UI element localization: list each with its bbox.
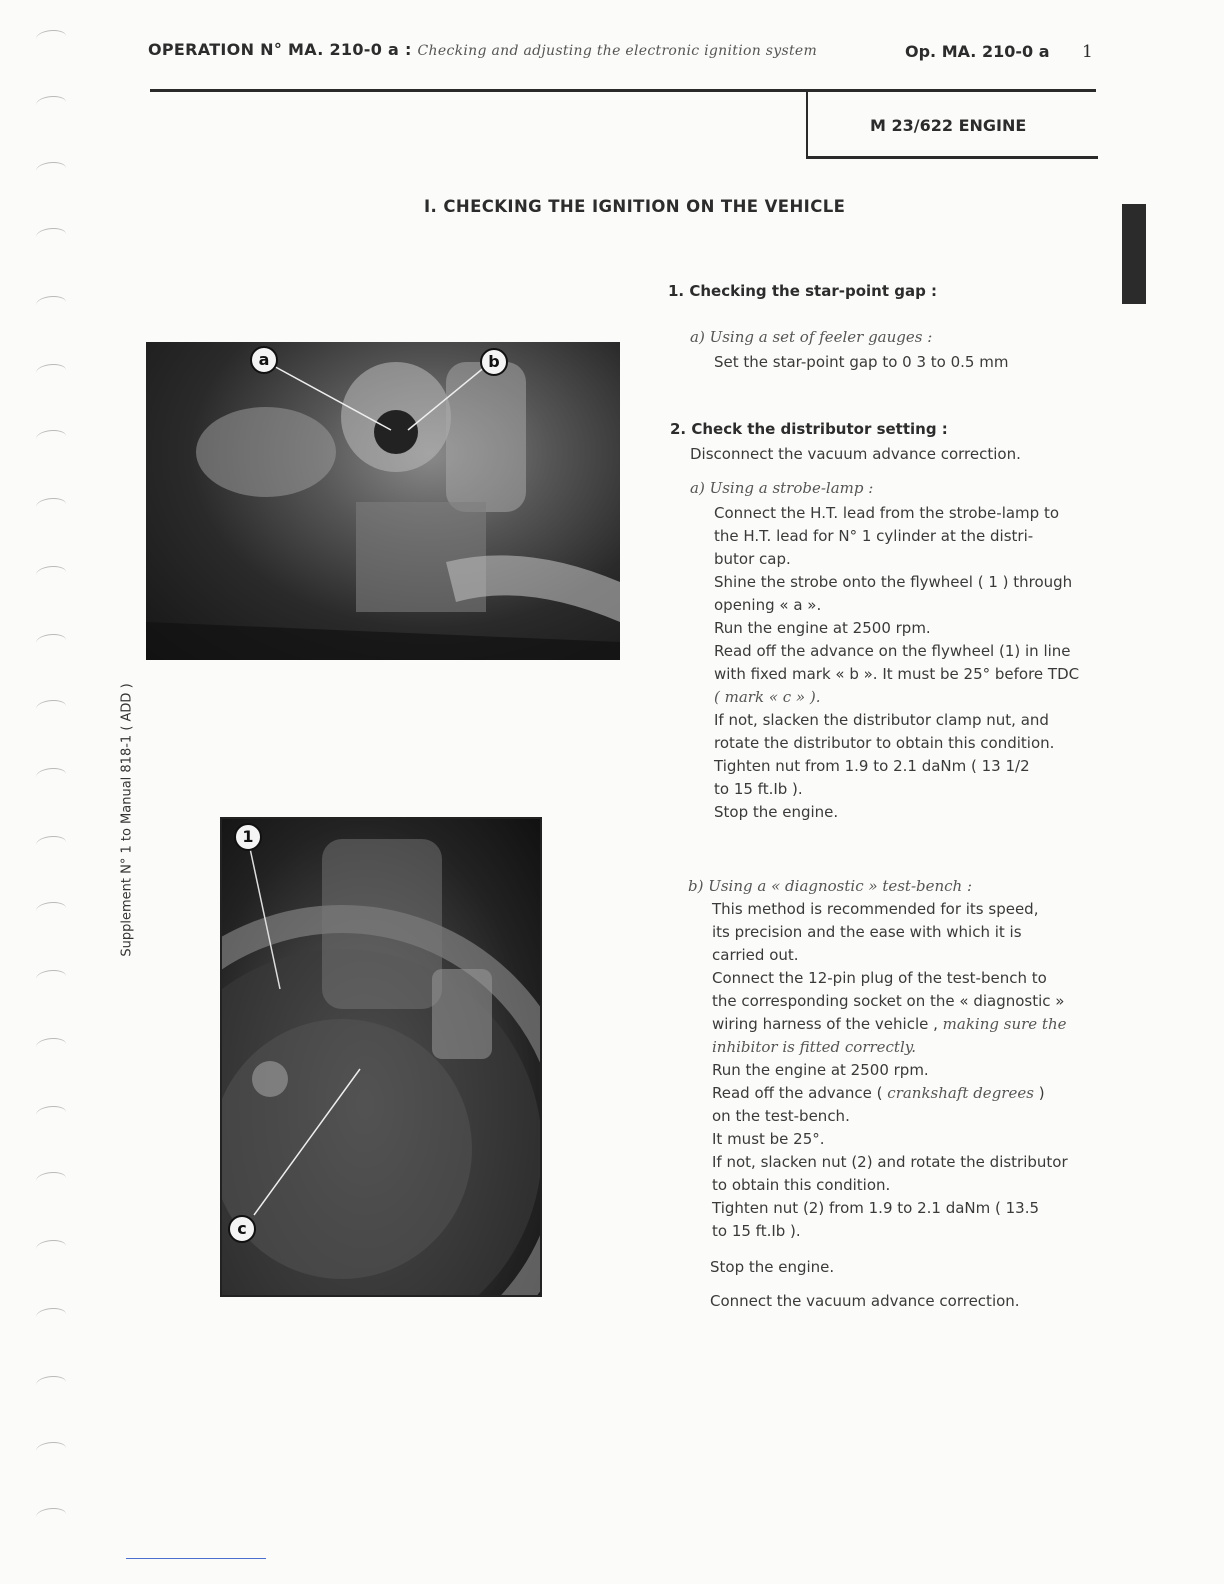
step2-a-line: butor cap. (714, 550, 791, 568)
step2-b-line: the corresponding socket on the « diagnostic » (712, 992, 1065, 1010)
operation-header (148, 40, 817, 59)
step2-b-inhibitor: inhibitor is fitted correctly. (712, 1038, 917, 1056)
supplement-note: Supplement N° 1 to Manual 818-1 ( ADD ) (119, 683, 135, 957)
callout-a: a (250, 346, 278, 374)
step2-heading: 2. Check the distributor setting : (670, 420, 948, 438)
step2-a-body (714, 502, 1079, 824)
op-reference: Op. MA. 210-0 a (905, 42, 1050, 61)
step2-a-line: to 15 ft.Ib ). (714, 780, 803, 798)
step2-b-read-prefix: Read off the advance ( (712, 1084, 883, 1102)
step2-a-line: Connect the H.T. lead from the strobe-lamp to (714, 504, 1060, 522)
operation-title: Checking and adjusting the electronic ignition system (417, 43, 818, 59)
step2-b-connect: Connect the vacuum advance correction. (710, 1292, 1020, 1310)
step2-b-line: This method is recommended for its speed, (712, 900, 1039, 918)
step2-a-mark-c: ( mark « c » ). (714, 688, 821, 706)
step2-a-line: Run the engine at 2500 rpm. (714, 619, 931, 637)
operation-prefix: OPERATION N° MA. 210-0 a : (148, 40, 412, 59)
flywheel-photo-illustration (222, 819, 540, 1295)
step2-intro: Disconnect the vacuum advance correction. (690, 445, 1021, 463)
step2-a-line: Shine the strobe onto the flywheel ( 1 ) through (714, 573, 1073, 591)
distributor-photo-illustration (146, 342, 620, 660)
step2-b-label: b) Using a « diagnostic » test-bench : (688, 877, 973, 895)
step2-b-read-ital: crankshaft degrees (887, 1084, 1034, 1102)
callout-c: c (228, 1215, 256, 1243)
step2-b-body (712, 898, 1068, 1243)
step2-b-line: on the test-bench. (712, 1107, 850, 1125)
step2-a-line: the H.T. lead for N° 1 cylinder at the distri- (714, 527, 1034, 545)
footer-underline (126, 1558, 266, 1559)
flywheel-photo (220, 817, 542, 1297)
step2-b-run: Run the engine at 2500 rpm. (712, 1061, 929, 1079)
step2-b-wiring-line (712, 1013, 1068, 1036)
step2-a-line: Stop the engine. (714, 803, 839, 821)
callout-1: 1 (234, 823, 262, 851)
distributor-photo (146, 342, 620, 660)
step2-a-line: opening « a ». (714, 596, 822, 614)
step2-a-line: rotate the distributor to obtain this condition. (714, 734, 1055, 752)
step2-a-line: Read off the advance on the flywheel (1) in line (714, 642, 1071, 660)
page-number: 1 (1082, 42, 1093, 62)
step1-a-label: a) Using a set of feeler gauges : (690, 328, 933, 346)
step2-b-line: Connect the 12-pin plug of the test-bench to (712, 969, 1047, 987)
section-tab-marker (1122, 204, 1146, 304)
step2-a-label: a) Using a strobe-lamp : (690, 479, 874, 497)
step2-a-line: If not, slacken the distributor clamp nut, and (714, 711, 1049, 729)
step2-b-line: If not, slacken nut (2) and rotate the distributor (712, 1153, 1068, 1171)
step2-b-line: carried out. (712, 946, 799, 964)
step1-heading: 1. Checking the star-point gap : (668, 282, 938, 300)
step2-b-making-sure: making sure the (942, 1015, 1067, 1033)
step1-a-text: Set the star-point gap to 0 3 to 0.5 mm (714, 353, 1009, 371)
step2-b-wiring: wiring harness of the vehicle , (712, 1015, 938, 1033)
section-title: I. CHECKING THE IGNITION ON THE VEHICLE (424, 197, 846, 216)
step2-b-line: It must be 25°. (712, 1130, 825, 1148)
step2-a-line: with fixed mark « b ». It must be 25° before TDC (714, 665, 1080, 683)
step2-a-line: Tighten nut from 1.9 to 2.1 daNm ( 13 1/2 (714, 757, 1030, 775)
step2-b-line: to 15 ft.Ib ). (712, 1222, 801, 1240)
callout-b: b (480, 348, 508, 376)
engine-label: M 23/622 ENGINE (870, 116, 1027, 135)
step2-b-read-suffix: ) (1038, 1084, 1045, 1102)
step2-b-line: its precision and the ease with which it is (712, 923, 1022, 941)
step2-b-stop: Stop the engine. (710, 1258, 835, 1276)
step2-b-read-line (712, 1082, 1068, 1105)
step2-b-line: to obtain this condition. (712, 1176, 891, 1194)
step2-b-line: Tighten nut (2) from 1.9 to 2.1 daNm ( 13.5 (712, 1199, 1040, 1217)
